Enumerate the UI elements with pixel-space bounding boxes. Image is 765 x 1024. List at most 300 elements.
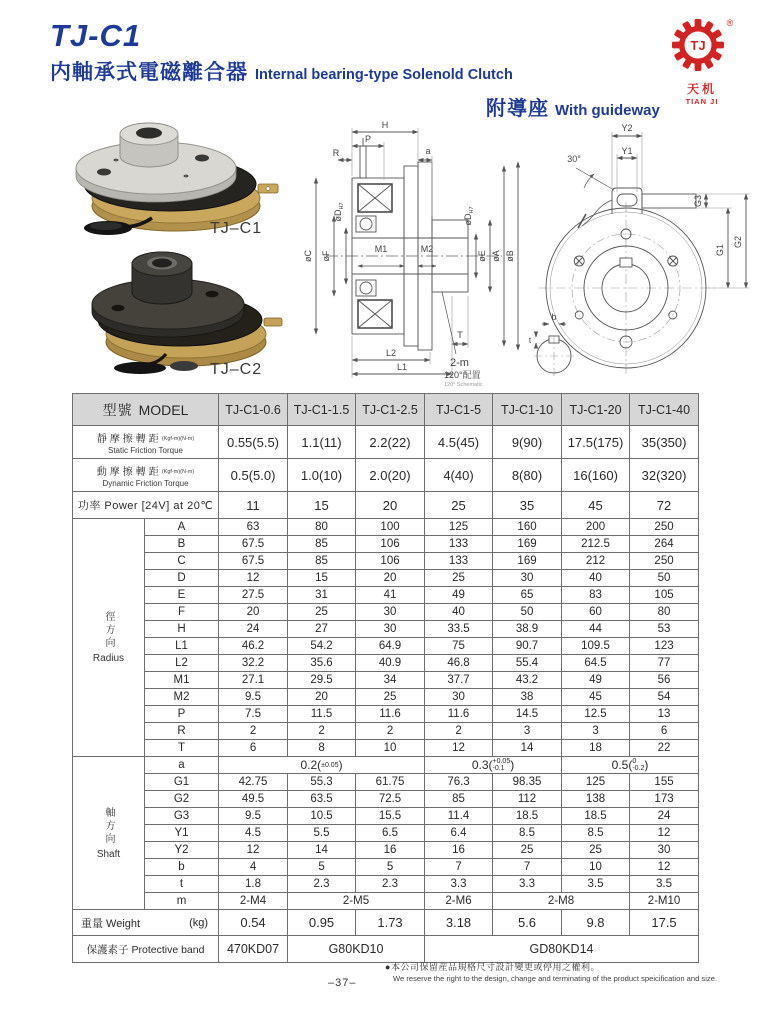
shaft-group-label — [73, 757, 145, 910]
spec-label-unit: (Kgf-m)(N-m) — [161, 435, 195, 442]
weight-value-cell: 17.5 — [630, 910, 699, 936]
protective-label-en: Protective band — [128, 943, 205, 956]
weight-value-cell: 1.73 — [356, 910, 425, 936]
dim-label-phiF: øF — [321, 250, 331, 262]
dim-value-cell: 125 — [425, 519, 493, 536]
dim-label-G1: G1 — [715, 243, 725, 257]
dim-value-cell: 12 — [219, 570, 288, 587]
spec-label-unit: (Kgf-m)(N-m) — [161, 468, 195, 475]
dim-value-cell: 5.5 — [288, 825, 356, 842]
dim-row-label: D — [145, 570, 219, 587]
dim-value-cell: 30 — [425, 689, 493, 706]
dim-row-label: a — [145, 757, 219, 774]
power-value-cell: 35 — [493, 492, 562, 519]
guideway-chinese: 附導座 — [486, 98, 549, 120]
table-row — [73, 655, 699, 672]
dim-value-cell: 12.5 — [562, 706, 630, 723]
dim-value-cell: 12 — [219, 842, 288, 859]
dim-value-cell: 3.5 — [630, 876, 699, 893]
table-row — [73, 842, 699, 859]
protective-label-zh: 保護素子 — [86, 943, 129, 956]
spec-label-zh — [73, 430, 218, 445]
dim-row-label: Y2 — [145, 842, 219, 859]
product-photo-tj-c2 — [74, 242, 290, 376]
dim-value-cell: 5 — [356, 859, 425, 876]
dim-label-b: b — [551, 312, 557, 322]
dim-label-M2: M2 — [420, 244, 434, 254]
model-name-cell: TJ-C1-5 — [425, 394, 493, 426]
tolerance-main: 0.2( — [300, 758, 322, 772]
dim-value-cell: 34 — [356, 672, 425, 689]
table-row — [73, 621, 699, 638]
dim-value-cell: 61.75 — [356, 774, 425, 791]
tolerance-main: 0.3( — [471, 757, 493, 772]
table-row — [73, 774, 699, 791]
dim-value-cell: 18.5 — [493, 808, 562, 825]
dim-value-cell: 264 — [630, 536, 699, 553]
spec-value-cell: 35(350) — [630, 426, 699, 459]
dim-value-cell: 3.3 — [493, 876, 562, 893]
dim-value-cell: 76.3 — [425, 774, 493, 791]
dim-value-cell: 133 — [425, 553, 493, 570]
title-chinese: 内軸承式電磁離合器 — [50, 61, 248, 84]
dim-value-cell: 46.8 — [425, 655, 493, 672]
dim-value-cell: 4.5 — [219, 825, 288, 842]
power-value-cell: 72 — [630, 492, 699, 519]
dim-value-cell: 2 — [356, 723, 425, 740]
tolerance-stack — [493, 758, 511, 772]
spec-label-zh-text: 靜摩擦轉距 — [96, 433, 162, 445]
table-row — [73, 394, 699, 426]
dim-value-cell: 3.3 — [425, 876, 493, 893]
dim-label-Y1: Y1 — [621, 146, 633, 156]
dim-value-cell: 12 — [630, 859, 699, 876]
table-row — [73, 553, 699, 570]
protective-row-label — [73, 936, 219, 963]
title-english: Internal bearing-type Solenold Clutch — [255, 67, 513, 83]
dim-row-label: Y1 — [145, 825, 219, 842]
tolerance-cell — [425, 757, 562, 774]
dim-value-cell: 54 — [630, 689, 699, 706]
dim-value-cell: 8.5 — [562, 825, 630, 842]
tolerance-close: ) — [510, 757, 515, 772]
dim-value-cell: 138 — [562, 791, 630, 808]
label-120-schematic: 120° Schematic — [444, 382, 483, 388]
tolerance-close: ) — [644, 757, 649, 772]
table-row — [73, 459, 699, 492]
radius-group-en: Radius — [92, 653, 125, 664]
dim-value-cell: 50 — [630, 570, 699, 587]
dim-value-cell: 106 — [356, 536, 425, 553]
dim-value-cell: 10 — [356, 740, 425, 757]
dim-value-cell: 22 — [630, 740, 699, 757]
dim-value-cell: 18.5 — [562, 808, 630, 825]
model-name-cell: TJ-C1-1.5 — [288, 394, 356, 426]
gear-logo-icon — [664, 16, 740, 74]
dim-label-R: R — [332, 148, 340, 158]
dim-value-cell: 123 — [630, 638, 699, 655]
dim-value-cell: 15 — [288, 570, 356, 587]
dim-value-cell: 212 — [562, 553, 630, 570]
spec-value-cell: 0.5(5.0) — [219, 459, 288, 492]
dim-value-cell: 67.5 — [219, 553, 288, 570]
dim-label-phiD-right: $øD_{H7}$ — [463, 206, 475, 226]
spec-value-cell: 1.1(11) — [288, 426, 356, 459]
page-number: –37– — [328, 977, 357, 989]
power-value-cell: 11 — [219, 492, 288, 519]
spec-value-cell: 9(90) — [493, 426, 562, 459]
spec-label-zh-text: 動摩擦轉距 — [96, 466, 162, 478]
page-subtitle — [50, 56, 513, 86]
spec-value-cell: 4.5(45) — [425, 426, 493, 459]
dim-value-cell: 3.5 — [562, 876, 630, 893]
tolerance-upper: +0.05 — [492, 758, 511, 766]
table-row — [73, 638, 699, 655]
table-row — [73, 825, 699, 842]
dim-label-G3: G3 — [693, 194, 703, 208]
dim-label-H: H — [381, 120, 389, 130]
protective-value-cell: 470KD07 — [219, 936, 288, 963]
spec-table — [72, 393, 699, 963]
dim-value-cell: 14 — [493, 740, 562, 757]
dim-value-cell: 30 — [493, 570, 562, 587]
dim-value-cell: 8.5 — [493, 825, 562, 842]
model-name-cell: TJ-C1-20 — [562, 394, 630, 426]
dim-value-cell: 42.75 — [219, 774, 288, 791]
dim-value-cell: 212.5 — [562, 536, 630, 553]
power-row-label — [73, 492, 219, 519]
dim-value-cell: 200 — [562, 519, 630, 536]
table-row — [73, 910, 699, 936]
model-label-en: MODEL — [138, 401, 189, 418]
tolerance-upper: ±0.05 — [321, 762, 339, 770]
table-row — [73, 706, 699, 723]
dim-label-G2: G2 — [733, 235, 743, 249]
dim-value-cell: 83 — [562, 587, 630, 604]
model-name-cell: TJ-C1-2.5 — [356, 394, 425, 426]
dim-value-cell: 27.5 — [219, 587, 288, 604]
spec-value-cell: 4(40) — [425, 459, 493, 492]
page-title-model: TJ-C1 — [50, 18, 142, 53]
radius-group-zh: 徑方向 — [103, 611, 114, 650]
dim-value-cell: 40.9 — [356, 655, 425, 672]
dim-value-cell: 46.2 — [219, 638, 288, 655]
dim-value-cell: 133 — [425, 536, 493, 553]
tolerance-stack — [321, 762, 338, 769]
tolerance-lower: -0.2 — [632, 765, 645, 773]
model-name-cell: TJ-C1-10 — [493, 394, 562, 426]
dim-row-label: E — [145, 587, 219, 604]
tolerance-lower: -0.1 — [492, 765, 505, 773]
dim-value-cell: 11.4 — [425, 808, 493, 825]
tolerance-main: 0.5( — [611, 757, 633, 772]
label-120-arrange: 120°配置 — [444, 370, 481, 380]
dim-value-cell: 56 — [630, 672, 699, 689]
dim-value-cell: 15.5 — [356, 808, 425, 825]
weight-unit: (kg) — [189, 916, 209, 929]
dim-row-label: B — [145, 536, 219, 553]
dim-value-cell: 169 — [493, 553, 562, 570]
dim-value-cell: 5 — [288, 859, 356, 876]
dim-value-cell: 35.6 — [288, 655, 356, 672]
dim-value-cell: 85 — [425, 791, 493, 808]
dim-value-cell: 60 — [562, 604, 630, 621]
weight-label-zh: 重量 — [81, 917, 103, 930]
table-row — [73, 791, 699, 808]
dim-label-T: T — [457, 330, 463, 340]
tolerance-upper: 0 — [632, 758, 637, 766]
dim-value-cell: 67.5 — [219, 536, 288, 553]
table-row — [73, 893, 699, 910]
power-label-text: 功率 Power [24V] at 20℃ — [77, 500, 214, 512]
dim-row-label: P — [145, 706, 219, 723]
footnote-english: We reserve the right to the design, change and terminating of the product speicification and size. — [393, 974, 718, 983]
dim-label-phiC: øC — [303, 250, 313, 262]
weight-value-cell: 5.6 — [493, 910, 562, 936]
table-row — [73, 587, 699, 604]
power-value-cell: 20 — [356, 492, 425, 519]
dim-value-cell: 31 — [288, 587, 356, 604]
footnote-chinese-text: 本公司保留産品規格尺寸設計變更或停用之權利。 — [390, 962, 600, 972]
dim-value-cell: 49.5 — [219, 791, 288, 808]
weight-value-cell: 0.54 — [219, 910, 288, 936]
dim-value-cell: 16 — [425, 842, 493, 859]
weight-label-text — [81, 915, 140, 931]
dim-label-phiA: øA — [491, 250, 501, 262]
logo-tj-text: TJ — [690, 38, 706, 53]
dim-value-cell: 6.5 — [356, 825, 425, 842]
dim-row-label: M2 — [145, 689, 219, 706]
dim-row-label: L1 — [145, 638, 219, 655]
protective-value-cell: G80KD10 — [288, 936, 425, 963]
dim-row-label: G1 — [145, 774, 219, 791]
dim-value-cell: 250 — [630, 519, 699, 536]
dim-value-cell: 7 — [493, 859, 562, 876]
dim-value-cell: 24 — [630, 808, 699, 825]
dim-label-Y2: Y2 — [621, 123, 633, 133]
table-row — [73, 740, 699, 757]
dim-value-cell: 41 — [356, 587, 425, 604]
dim-label-P: P — [364, 134, 372, 144]
shaft-group-wrap — [73, 807, 144, 860]
table-row — [73, 604, 699, 621]
dim-value-cell: 14.5 — [493, 706, 562, 723]
dim-value-cell: 6 — [219, 740, 288, 757]
dim-value-cell: 155 — [630, 774, 699, 791]
dim-row-label: m — [145, 893, 219, 910]
guideway-english: With guideway — [555, 102, 660, 119]
dim-value-cell: 6 — [630, 723, 699, 740]
spec-value-cell: 1.0(10) — [288, 459, 356, 492]
power-value-cell: 25 — [425, 492, 493, 519]
dim-value-cell: 9.5 — [219, 808, 288, 825]
spec-value-cell: 32(320) — [630, 459, 699, 492]
power-value-cell: 15 — [288, 492, 356, 519]
spec-label-en: Dynamic Friction Torque — [102, 478, 189, 488]
dim-value-cell: 72.5 — [356, 791, 425, 808]
table-row — [73, 876, 699, 893]
dim-value-cell: 18 — [562, 740, 630, 757]
dim-value-cell: 6.4 — [425, 825, 493, 842]
dim-value-cell: 38 — [493, 689, 562, 706]
table-row — [73, 757, 699, 774]
dim-row-label: F — [145, 604, 219, 621]
dim-value-cell: 50 — [493, 604, 562, 621]
dim-value-cell: 7 — [425, 859, 493, 876]
model-header-cell — [73, 394, 219, 426]
dim-value-cell: 53 — [630, 621, 699, 638]
table-row — [73, 723, 699, 740]
dim-value-cell: 38.9 — [493, 621, 562, 638]
footnote-bullet: ● — [385, 962, 391, 972]
table-row — [73, 536, 699, 553]
dim-value-cell: 13 — [630, 706, 699, 723]
dim-value-cell: 9.5 — [219, 689, 288, 706]
model-name-cell: TJ-C1-40 — [630, 394, 699, 426]
dim-value-cell: 63 — [219, 519, 288, 536]
tolerance-cell — [562, 757, 699, 774]
thread-cell: 2-M8 — [493, 893, 630, 910]
dim-value-cell: 11.5 — [288, 706, 356, 723]
model-name-cell: TJ-C1-0.6 — [219, 394, 288, 426]
spec-label-en: Static Friction Torque — [108, 445, 183, 455]
spec-value-cell: 2.0(20) — [356, 459, 425, 492]
table-row — [73, 936, 699, 963]
dim-value-cell: 7.5 — [219, 706, 288, 723]
front-view-drawing — [526, 110, 764, 386]
dim-value-cell: 29.5 — [288, 672, 356, 689]
dim-value-cell: 37.7 — [425, 672, 493, 689]
dim-value-cell: 32.2 — [219, 655, 288, 672]
dim-value-cell: 77 — [630, 655, 699, 672]
dim-value-cell: 4 — [219, 859, 288, 876]
shaft-group-en: Shaft — [96, 848, 121, 860]
dim-value-cell: 24 — [219, 621, 288, 638]
dim-value-cell: 106 — [356, 553, 425, 570]
photo-label-tj-c2: TJ–C2 — [210, 361, 263, 378]
dim-label-phiD-left: $øD_{H7}$ — [333, 202, 345, 222]
dim-value-cell: 30 — [356, 621, 425, 638]
dim-value-cell: 64.9 — [356, 638, 425, 655]
weight-value-cell: 3.18 — [425, 910, 493, 936]
dim-value-cell: 27 — [288, 621, 356, 638]
dim-value-cell: 2 — [288, 723, 356, 740]
dim-value-cell: 55.4 — [493, 655, 562, 672]
dim-value-cell: 8 — [288, 740, 356, 757]
table-row — [73, 570, 699, 587]
weight-label-wrap — [73, 915, 218, 931]
dim-row-label: L2 — [145, 655, 219, 672]
logo-chinese-name: 天机 — [686, 82, 717, 96]
dim-value-cell: 2.3 — [288, 876, 356, 893]
dim-value-cell: 1.8 — [219, 876, 288, 893]
dim-value-cell: 10.5 — [288, 808, 356, 825]
dim-row-label: M1 — [145, 672, 219, 689]
dim-value-cell: 100 — [356, 519, 425, 536]
tolerance-cell — [219, 757, 425, 774]
dim-value-cell: 45 — [562, 689, 630, 706]
section-drawing — [292, 116, 532, 388]
thread-cell: 2-M5 — [288, 893, 425, 910]
registered-mark: ® — [726, 18, 734, 28]
table-row — [73, 859, 699, 876]
dim-value-cell: 27.1 — [219, 672, 288, 689]
footnote-chinese — [385, 960, 761, 973]
table-row — [73, 689, 699, 706]
spec-row-label — [73, 459, 219, 492]
dim-value-cell: 250 — [630, 553, 699, 570]
brand-logo — [664, 16, 740, 106]
spec-table-container — [72, 393, 699, 963]
dim-value-cell: 40 — [562, 570, 630, 587]
dim-label-30deg: 30° — [567, 154, 581, 164]
dim-value-cell: 85 — [288, 553, 356, 570]
spec-value-cell: 8(80) — [493, 459, 562, 492]
spec-value-cell: 17.5(175) — [562, 426, 630, 459]
dim-value-cell: 25 — [562, 842, 630, 859]
dim-row-label: G2 — [145, 791, 219, 808]
dim-label-L1: L1 — [396, 362, 408, 372]
table-row — [73, 808, 699, 825]
dim-label-L2: L2 — [385, 348, 397, 358]
dim-value-cell: 43.2 — [493, 672, 562, 689]
weight-value-cell: 0.95 — [288, 910, 356, 936]
dim-value-cell: 33.5 — [425, 621, 493, 638]
dim-value-cell: 12 — [425, 740, 493, 757]
dim-row-label: C — [145, 553, 219, 570]
dim-value-cell: 11.6 — [425, 706, 493, 723]
dim-value-cell: 16 — [356, 842, 425, 859]
dim-value-cell: 98.35 — [493, 774, 562, 791]
dim-value-cell: 49 — [425, 587, 493, 604]
dim-label-2m: 2-m — [450, 357, 469, 369]
dim-row-label: t — [145, 876, 219, 893]
dim-value-cell: 90.7 — [493, 638, 562, 655]
spec-value-cell: 16(160) — [562, 459, 630, 492]
model-label-zh: 型號 — [102, 401, 133, 418]
dim-value-cell: 65 — [493, 587, 562, 604]
protective-value-cell: GD80KD14 — [425, 936, 699, 963]
table-row — [73, 672, 699, 689]
dim-label-phiB: øB — [505, 250, 515, 262]
spec-value-cell: 0.55(5.5) — [219, 426, 288, 459]
radius-group-wrap — [73, 611, 144, 664]
thread-cell: 2-M6 — [425, 893, 493, 910]
power-value-cell: 45 — [562, 492, 630, 519]
dim-value-cell: 85 — [288, 536, 356, 553]
dim-value-cell: 2 — [219, 723, 288, 740]
dim-label-M1: M1 — [374, 244, 388, 254]
dim-value-cell: 44 — [562, 621, 630, 638]
dim-row-label: T — [145, 740, 219, 757]
thread-cell: 2-M10 — [630, 893, 699, 910]
dim-value-cell: 80 — [630, 604, 699, 621]
dim-value-cell: 25 — [356, 689, 425, 706]
dim-value-cell: 20 — [288, 689, 356, 706]
table-row — [73, 426, 699, 459]
dim-value-cell: 3 — [562, 723, 630, 740]
dim-value-cell: 25 — [425, 570, 493, 587]
dim-label-a: a — [425, 146, 431, 156]
dim-value-cell: 64.5 — [562, 655, 630, 672]
dim-value-cell: 30 — [630, 842, 699, 859]
dim-row-label: b — [145, 859, 219, 876]
dim-value-cell: 80 — [288, 519, 356, 536]
dim-label-t: t — [528, 336, 532, 345]
dim-value-cell: 109.5 — [562, 638, 630, 655]
dim-value-cell: 63.5 — [288, 791, 356, 808]
tolerance-stack — [632, 758, 644, 772]
